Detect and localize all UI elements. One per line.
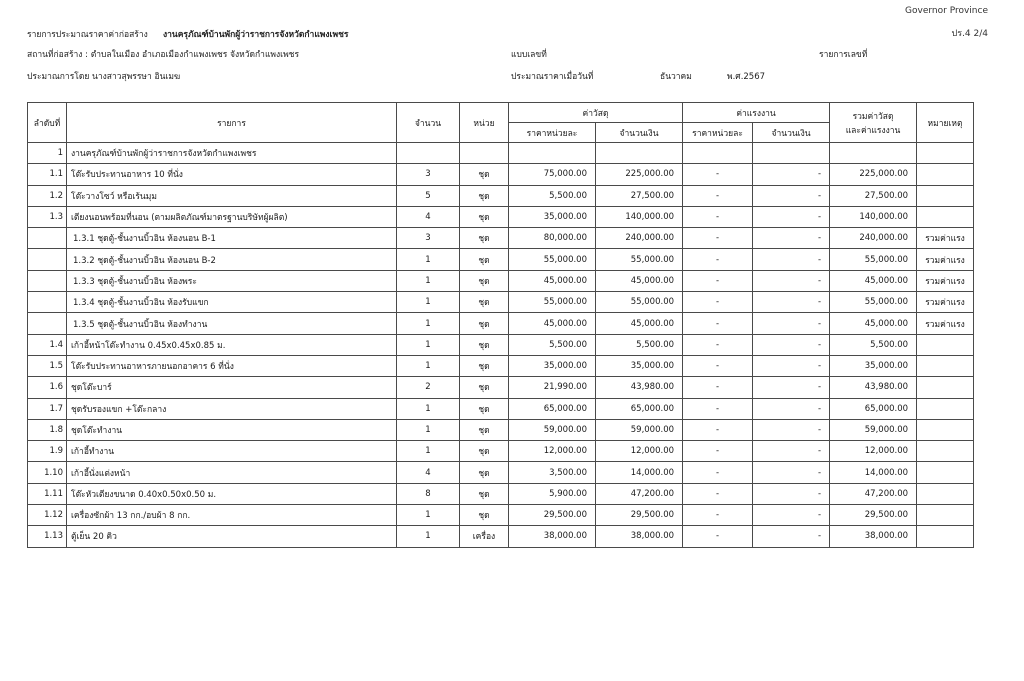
table-row bbox=[28, 270, 974, 291]
row-labor-unit-price: - bbox=[683, 334, 753, 355]
row-item: โต๊ะหัวเตียงขนาด 0.40x0.50x0.50 ม. bbox=[67, 483, 397, 504]
row-labor-amount: - bbox=[753, 228, 830, 249]
table-row bbox=[28, 143, 974, 164]
row-item: โต๊ะรับประทานอาหาร 10 ที่นั่ง bbox=[67, 164, 397, 185]
row-material-unit-price: 5,500.00 bbox=[509, 334, 596, 355]
row-item: ตู้เย็น 20 คิว bbox=[67, 526, 397, 547]
col-labor-amount: จำนวนเงิน bbox=[753, 123, 830, 143]
row-material-amount: 240,000.00 bbox=[596, 228, 683, 249]
col-total-line1: รวมค่าวัสดุ bbox=[852, 111, 894, 122]
row-remark bbox=[917, 441, 974, 462]
row-item: 1.3.2 ชุดตู้-ชั้นงานบิ้วอิน ห้องนอน B-2 bbox=[67, 249, 397, 270]
row-item: ชุดโต๊ะบาร์ bbox=[67, 377, 397, 398]
row-unit: ชุด bbox=[460, 334, 509, 355]
row-material-amount bbox=[596, 143, 683, 164]
header-site: สถานที่ก่อสร้าง : ตำบลในเมือง อำเภอเมืองกำแพงเพชร จังหวัดกำแพงเพชร bbox=[27, 50, 300, 60]
table-row bbox=[28, 355, 974, 376]
row-material-amount: 45,000.00 bbox=[596, 313, 683, 334]
row-remark: รวมค่าแรง bbox=[917, 292, 974, 313]
row-total: 35,000.00 bbox=[830, 355, 917, 376]
row-remark bbox=[917, 206, 974, 227]
row-qty: 5 bbox=[397, 185, 460, 206]
row-item: 1.3.5 ชุดตู้-ชั้นงานบิ้วอิน ห้องทำงาน bbox=[67, 313, 397, 334]
row-qty: 1 bbox=[397, 526, 460, 547]
row-item: งานครุภัณฑ์บ้านพักผู้ว่าราชการจังหวัดกำแพงเพชร bbox=[67, 143, 397, 164]
col-total-line2: และค่าแรงงาน bbox=[845, 125, 901, 136]
row-total: 55,000.00 bbox=[830, 292, 917, 313]
row-labor-amount: - bbox=[753, 419, 830, 440]
row-material-unit-price: 35,000.00 bbox=[509, 206, 596, 227]
row-labor-amount: - bbox=[753, 398, 830, 419]
row-material-amount: 225,000.00 bbox=[596, 164, 683, 185]
row-labor-amount: - bbox=[753, 355, 830, 376]
row-unit bbox=[460, 143, 509, 164]
row-remark bbox=[917, 355, 974, 376]
row-unit: ชุด bbox=[460, 398, 509, 419]
row-item: เก้าอี้นั่งแต่งหน้า bbox=[67, 462, 397, 483]
header-year: พ.ศ.2567 bbox=[727, 72, 766, 82]
row-labor-unit-price: - bbox=[683, 462, 753, 483]
row-labor-amount: - bbox=[753, 313, 830, 334]
header-line1-title bbox=[163, 27, 348, 41]
row-labor-amount: - bbox=[753, 377, 830, 398]
row-number bbox=[28, 292, 67, 313]
row-number: 1.8 bbox=[28, 419, 67, 440]
row-remark: รวมค่าแรง bbox=[917, 270, 974, 291]
row-number: 1.12 bbox=[28, 505, 67, 526]
table-row bbox=[28, 249, 974, 270]
row-labor-amount: - bbox=[753, 334, 830, 355]
row-item: โต๊ะรับประทานอาหารภายนอกอาคาร 6 ที่นั่ง bbox=[67, 355, 397, 376]
row-unit: ชุด bbox=[460, 206, 509, 227]
row-qty: 1 bbox=[397, 270, 460, 291]
row-total: 240,000.00 bbox=[830, 228, 917, 249]
header-plan-no: แบบเลขที่ bbox=[511, 50, 547, 60]
project-title: งานครุภัณฑ์บ้านพักผู้ว่าราชการจังหวัดกำแพงเพชร bbox=[163, 30, 349, 40]
table-row bbox=[28, 185, 974, 206]
row-material-unit-price: 12,000.00 bbox=[509, 441, 596, 462]
row-labor-unit-price: - bbox=[683, 270, 753, 291]
row-material-unit-price: 29,500.00 bbox=[509, 505, 596, 526]
table-row bbox=[28, 313, 974, 334]
row-unit: ชุด bbox=[460, 313, 509, 334]
row-unit: ชุด bbox=[460, 377, 509, 398]
row-labor-amount: - bbox=[753, 185, 830, 206]
row-total: 38,000.00 bbox=[830, 526, 917, 547]
row-item: 1.3.3 ชุดตู้-ชั้นงานบิ้วอิน ห้องพระ bbox=[67, 270, 397, 291]
row-unit: ชุด bbox=[460, 249, 509, 270]
row-material-unit-price: 59,000.00 bbox=[509, 419, 596, 440]
row-number: 1.9 bbox=[28, 441, 67, 462]
row-item: ชุดโต๊ะทำงาน bbox=[67, 419, 397, 440]
row-material-unit-price: 45,000.00 bbox=[509, 313, 596, 334]
row-total: 43,980.00 bbox=[830, 377, 917, 398]
row-remark: รวมค่าแรง bbox=[917, 313, 974, 334]
col-item: รายการ bbox=[67, 103, 397, 143]
header-line1-label: รายการประมาณราคาค่าก่อสร้าง bbox=[27, 30, 148, 40]
row-material-unit-price: 45,000.00 bbox=[509, 270, 596, 291]
row-number bbox=[28, 228, 67, 249]
row-labor-amount: - bbox=[753, 441, 830, 462]
row-item: โต๊ะวางโซว์ หรือเร้นมุม bbox=[67, 185, 397, 206]
header-month: ธันวาคม bbox=[660, 72, 692, 82]
row-material-unit-price bbox=[509, 143, 596, 164]
row-material-unit-price: 38,000.00 bbox=[509, 526, 596, 547]
row-labor-amount: - bbox=[753, 249, 830, 270]
row-unit: ชุด bbox=[460, 270, 509, 291]
row-labor-unit-price: - bbox=[683, 313, 753, 334]
row-total: 47,200.00 bbox=[830, 483, 917, 504]
row-number: 1.11 bbox=[28, 483, 67, 504]
row-total: 45,000.00 bbox=[830, 313, 917, 334]
row-remark bbox=[917, 483, 974, 504]
row-total: 55,000.00 bbox=[830, 249, 917, 270]
col-unit: หน่วย bbox=[460, 103, 509, 143]
row-material-unit-price: 75,000.00 bbox=[509, 164, 596, 185]
row-labor-unit-price bbox=[683, 143, 753, 164]
row-item: เครื่องซักผ้า 13 กก./อบผ้า 8 กก. bbox=[67, 505, 397, 526]
row-labor-unit-price: - bbox=[683, 249, 753, 270]
boq-table bbox=[27, 102, 974, 548]
table-row bbox=[28, 419, 974, 440]
row-material-amount: 45,000.00 bbox=[596, 270, 683, 291]
table-row bbox=[28, 526, 974, 547]
row-unit: ชุด bbox=[460, 505, 509, 526]
row-total: 14,000.00 bbox=[830, 462, 917, 483]
row-labor-unit-price: - bbox=[683, 355, 753, 376]
row-total: 225,000.00 bbox=[830, 164, 917, 185]
row-material-unit-price: 55,000.00 bbox=[509, 292, 596, 313]
header-date-label: ประมาณราคาเมื่อวันที่ bbox=[511, 72, 594, 82]
row-labor-unit-price: - bbox=[683, 505, 753, 526]
row-qty: 3 bbox=[397, 164, 460, 185]
row-qty bbox=[397, 143, 460, 164]
row-remark bbox=[917, 419, 974, 440]
row-labor-unit-price: - bbox=[683, 419, 753, 440]
row-unit: ชุด bbox=[460, 355, 509, 376]
header-estimator: ประมาณการโดย นางสาวสุพรรษา อินเมฆ bbox=[27, 72, 181, 82]
row-labor-amount bbox=[753, 143, 830, 164]
row-labor-unit-price: - bbox=[683, 206, 753, 227]
row-qty: 4 bbox=[397, 462, 460, 483]
row-remark bbox=[917, 143, 974, 164]
row-number: 1.1 bbox=[28, 164, 67, 185]
row-material-unit-price: 80,000.00 bbox=[509, 228, 596, 249]
row-labor-unit-price: - bbox=[683, 398, 753, 419]
row-remark: รวมค่าแรง bbox=[917, 228, 974, 249]
row-number: 1.13 bbox=[28, 526, 67, 547]
row-unit: ชุด bbox=[460, 441, 509, 462]
row-number bbox=[28, 249, 67, 270]
row-unit: ชุด bbox=[460, 185, 509, 206]
col-labor: ค่าแรงงาน bbox=[683, 103, 830, 123]
row-material-unit-price: 21,990.00 bbox=[509, 377, 596, 398]
row-number: 1.10 bbox=[28, 462, 67, 483]
row-qty: 8 bbox=[397, 483, 460, 504]
row-number bbox=[28, 313, 67, 334]
row-labor-unit-price: - bbox=[683, 185, 753, 206]
row-material-amount: 55,000.00 bbox=[596, 249, 683, 270]
row-qty: 2 bbox=[397, 377, 460, 398]
row-material-unit-price: 5,500.00 bbox=[509, 185, 596, 206]
row-material-amount: 140,000.00 bbox=[596, 206, 683, 227]
row-qty: 1 bbox=[397, 334, 460, 355]
row-labor-unit-price: - bbox=[683, 526, 753, 547]
province-label: Governor Province bbox=[905, 6, 988, 16]
table-row bbox=[28, 228, 974, 249]
table-row bbox=[28, 164, 974, 185]
row-total: 45,000.00 bbox=[830, 270, 917, 291]
row-number: 1.6 bbox=[28, 377, 67, 398]
row-number: 1.7 bbox=[28, 398, 67, 419]
row-remark bbox=[917, 334, 974, 355]
row-labor-amount: - bbox=[753, 483, 830, 504]
row-remark bbox=[917, 505, 974, 526]
row-item: ชุดรับรองแขก +โต๊ะกลาง bbox=[67, 398, 397, 419]
row-material-unit-price: 55,000.00 bbox=[509, 249, 596, 270]
row-total: 12,000.00 bbox=[830, 441, 917, 462]
row-labor-amount: - bbox=[753, 206, 830, 227]
col-material-amount: จำนวนเงิน bbox=[596, 123, 683, 143]
col-qty: จำนวน bbox=[397, 103, 460, 143]
row-total: 140,000.00 bbox=[830, 206, 917, 227]
row-labor-amount: - bbox=[753, 292, 830, 313]
row-qty: 3 bbox=[397, 228, 460, 249]
row-item: 1.3.4 ชุดตู้-ชั้นงานบิ้วอิน ห้องรับแขก bbox=[67, 292, 397, 313]
col-no: ลำดับที่ bbox=[28, 103, 67, 143]
row-total: 59,000.00 bbox=[830, 419, 917, 440]
row-material-amount: 5,500.00 bbox=[596, 334, 683, 355]
row-unit: ชุด bbox=[460, 228, 509, 249]
row-qty: 1 bbox=[397, 355, 460, 376]
row-labor-amount: - bbox=[753, 526, 830, 547]
row-unit: เครื่อง bbox=[460, 526, 509, 547]
row-unit: ชุด bbox=[460, 462, 509, 483]
row-material-unit-price: 65,000.00 bbox=[509, 398, 596, 419]
col-material: ค่าวัสดุ bbox=[509, 103, 683, 123]
row-material-amount: 38,000.00 bbox=[596, 526, 683, 547]
row-labor-unit-price: - bbox=[683, 292, 753, 313]
row-total: 27,500.00 bbox=[830, 185, 917, 206]
row-material-unit-price: 35,000.00 bbox=[509, 355, 596, 376]
row-material-unit-price: 5,900.00 bbox=[509, 483, 596, 504]
row-total: 65,000.00 bbox=[830, 398, 917, 419]
row-unit: ชุด bbox=[460, 419, 509, 440]
table-row bbox=[28, 377, 974, 398]
row-remark bbox=[917, 398, 974, 419]
row-material-amount: 47,200.00 bbox=[596, 483, 683, 504]
table-row bbox=[28, 505, 974, 526]
row-number: 1.3 bbox=[28, 206, 67, 227]
row-total: 29,500.00 bbox=[830, 505, 917, 526]
row-qty: 1 bbox=[397, 505, 460, 526]
row-number: 1.2 bbox=[28, 185, 67, 206]
row-labor-amount: - bbox=[753, 462, 830, 483]
row-remark bbox=[917, 462, 974, 483]
row-labor-amount: - bbox=[753, 270, 830, 291]
header-item-no: รายการเลขที่ bbox=[819, 50, 868, 60]
row-item: เก้าอี้หน้าโต๊ะทำงาน 0.45x0.45x0.85 ม. bbox=[67, 334, 397, 355]
row-qty: 1 bbox=[397, 313, 460, 334]
row-qty: 1 bbox=[397, 441, 460, 462]
row-qty: 4 bbox=[397, 206, 460, 227]
col-labor-unit-price: ราคาหน่วยละ bbox=[683, 123, 753, 143]
row-labor-amount: - bbox=[753, 164, 830, 185]
row-qty: 1 bbox=[397, 398, 460, 419]
row-material-amount: 14,000.00 bbox=[596, 462, 683, 483]
row-labor-unit-price: - bbox=[683, 377, 753, 398]
row-qty: 1 bbox=[397, 419, 460, 440]
row-material-amount: 27,500.00 bbox=[596, 185, 683, 206]
row-material-amount: 65,000.00 bbox=[596, 398, 683, 419]
table-row bbox=[28, 462, 974, 483]
row-remark bbox=[917, 526, 974, 547]
row-material-amount: 29,500.00 bbox=[596, 505, 683, 526]
table-row bbox=[28, 206, 974, 227]
row-qty: 1 bbox=[397, 292, 460, 313]
col-material-unit-price: ราคาหน่วยละ bbox=[509, 123, 596, 143]
row-labor-amount: - bbox=[753, 505, 830, 526]
row-total bbox=[830, 143, 917, 164]
col-remark: หมายเหตุ bbox=[917, 103, 974, 143]
row-total: 5,500.00 bbox=[830, 334, 917, 355]
row-remark bbox=[917, 185, 974, 206]
table-row bbox=[28, 483, 974, 504]
row-material-unit-price: 3,500.00 bbox=[509, 462, 596, 483]
row-remark: รวมค่าแรง bbox=[917, 249, 974, 270]
row-number bbox=[28, 270, 67, 291]
page-number: ปร.4 2/4 bbox=[951, 29, 988, 39]
row-material-amount: 12,000.00 bbox=[596, 441, 683, 462]
row-item: 1.3.1 ชุดตู้-ชั้นงานบิ้วอิน ห้องนอน B-1 bbox=[67, 228, 397, 249]
table-row bbox=[28, 292, 974, 313]
row-labor-unit-price: - bbox=[683, 164, 753, 185]
row-material-amount: 55,000.00 bbox=[596, 292, 683, 313]
row-remark bbox=[917, 164, 974, 185]
row-labor-unit-price: - bbox=[683, 483, 753, 504]
row-unit: ชุด bbox=[460, 164, 509, 185]
row-material-amount: 35,000.00 bbox=[596, 355, 683, 376]
row-unit: ชุด bbox=[460, 292, 509, 313]
row-remark bbox=[917, 377, 974, 398]
row-number: 1.4 bbox=[28, 334, 67, 355]
row-labor-unit-price: - bbox=[683, 441, 753, 462]
row-number: 1.5 bbox=[28, 355, 67, 376]
row-labor-unit-price: - bbox=[683, 228, 753, 249]
row-item: เตียงนอนพร้อมที่นอน (ตามผลิตภัณฑ์มาตรฐานบริษัทผู้ผลิต) bbox=[67, 206, 397, 227]
table-row bbox=[28, 398, 974, 419]
row-number: 1 bbox=[28, 143, 67, 164]
table-row bbox=[28, 334, 974, 355]
row-qty: 1 bbox=[397, 249, 460, 270]
row-material-amount: 59,000.00 bbox=[596, 419, 683, 440]
table-row bbox=[28, 441, 974, 462]
col-total bbox=[830, 103, 917, 143]
row-material-amount: 43,980.00 bbox=[596, 377, 683, 398]
row-item: เก้าอี้ทำงาน bbox=[67, 441, 397, 462]
row-unit: ชุด bbox=[460, 483, 509, 504]
